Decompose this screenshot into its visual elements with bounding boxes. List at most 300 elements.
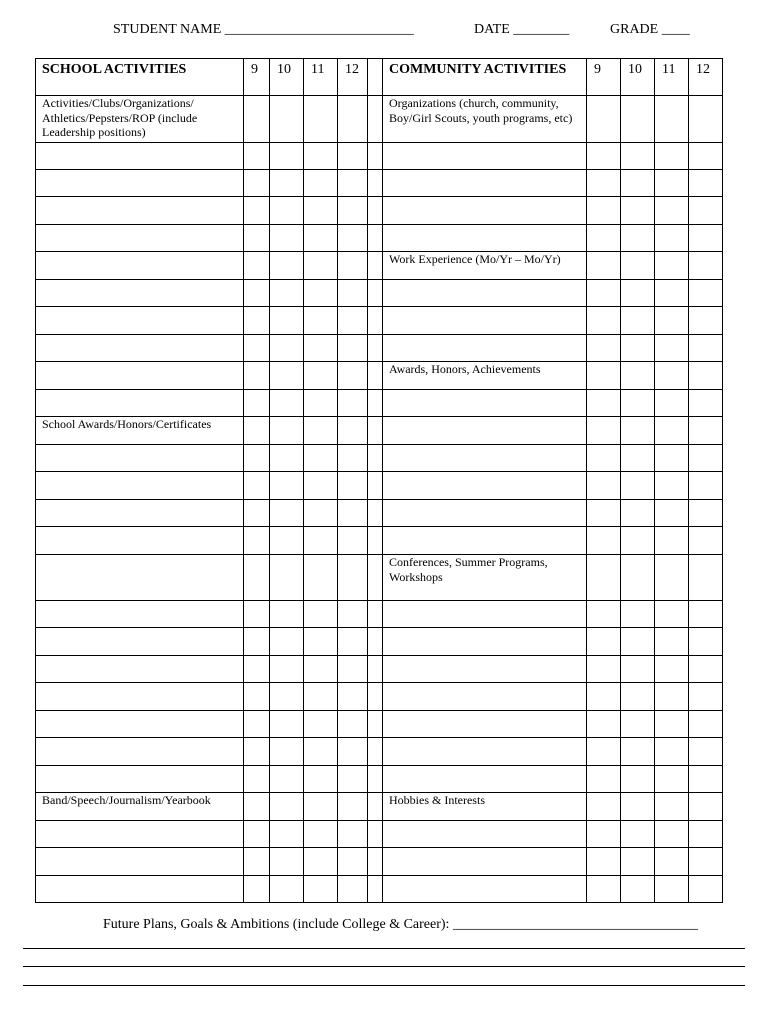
community-grade-11-cell[interactable] <box>655 601 689 628</box>
school-grade-9-cell[interactable] <box>244 793 270 821</box>
community-grade-11-cell[interactable] <box>655 197 689 225</box>
school-grade-12-cell[interactable] <box>338 555 368 601</box>
community-grade-12-cell[interactable] <box>689 197 723 225</box>
community-activity-cell[interactable] <box>383 766 587 793</box>
community-grade-11-cell[interactable] <box>655 417 689 445</box>
school-activity-cell[interactable] <box>36 197 244 225</box>
school-grade-10-cell[interactable] <box>270 500 304 527</box>
column-spacer <box>368 738 383 766</box>
community-grade-10-cell[interactable] <box>621 280 655 307</box>
school-grade-12-cell[interactable] <box>338 170 368 197</box>
school-activity-cell[interactable]: Activities/Clubs/Organizations/ Athletics/Pepsters/ROP (include Leadership positions) <box>36 96 244 143</box>
community-grade-11-cell[interactable] <box>655 527 689 555</box>
student-name-field[interactable]: STUDENT NAME ___________________________ <box>113 22 414 37</box>
community-grade-10-cell[interactable] <box>621 876 655 903</box>
community-grade-12-cell[interactable] <box>689 766 723 793</box>
community-grade-9-cell[interactable] <box>587 197 621 225</box>
school-grade-11-cell[interactable] <box>304 738 338 766</box>
school-activity-cell[interactable] <box>36 738 244 766</box>
school-grade-9-cell[interactable] <box>244 143 270 170</box>
school-grade-9-cell[interactable] <box>244 628 270 656</box>
community-activity-cell[interactable] <box>383 711 587 738</box>
community-grade-9-cell[interactable] <box>587 445 621 472</box>
school-grade-10-cell[interactable] <box>270 143 304 170</box>
community-activity-cell[interactable] <box>383 656 587 683</box>
school-grade-11-cell[interactable] <box>304 555 338 601</box>
community-grade-9-cell[interactable] <box>587 876 621 903</box>
school-grade-11-cell[interactable] <box>304 307 338 335</box>
community-grade-12-cell[interactable] <box>689 252 723 280</box>
community-grade-9-cell[interactable] <box>587 472 621 500</box>
community-grade-11-cell[interactable] <box>655 170 689 197</box>
school-activity-cell[interactable] <box>36 628 244 656</box>
school-grade-11-cell[interactable] <box>304 197 338 225</box>
school-grade-12-cell[interactable] <box>338 280 368 307</box>
school-grade-12-cell[interactable] <box>338 445 368 472</box>
community-grade-12-cell[interactable] <box>689 390 723 417</box>
school-grade-11-cell[interactable] <box>304 500 338 527</box>
school-grade-12-cell[interactable] <box>338 793 368 821</box>
column-spacer <box>368 390 383 417</box>
community-grade-10-cell[interactable] <box>621 472 655 500</box>
community-activity-cell[interactable] <box>383 876 587 903</box>
school-activity-cell[interactable] <box>36 362 244 390</box>
community-grade-10-cell[interactable] <box>621 821 655 848</box>
community-grade-12-cell[interactable] <box>689 555 723 601</box>
community-grade-12-cell[interactable] <box>689 656 723 683</box>
community-grade-10-cell[interactable] <box>621 500 655 527</box>
school-grade-9-cell[interactable] <box>244 848 270 876</box>
community-grade-10-cell[interactable] <box>621 197 655 225</box>
school-grade-11-cell[interactable] <box>304 335 338 362</box>
school-grade-11-cell[interactable] <box>304 628 338 656</box>
community-grade-11-cell[interactable] <box>655 848 689 876</box>
school-grade-9-cell[interactable] <box>244 335 270 362</box>
column-spacer <box>368 601 383 628</box>
school-grade-12-cell[interactable] <box>338 601 368 628</box>
school-year-12-header: 12 <box>338 59 368 96</box>
community-activity-cell[interactable]: Hobbies & Interests <box>383 793 587 821</box>
community-grade-12-cell[interactable] <box>689 628 723 656</box>
school-grade-11-cell[interactable] <box>304 170 338 197</box>
school-grade-10-cell[interactable] <box>270 445 304 472</box>
community-grade-12-cell[interactable] <box>689 876 723 903</box>
school-grade-10-cell[interactable] <box>270 96 304 143</box>
school-grade-10-cell[interactable] <box>270 417 304 445</box>
community-grade-9-cell[interactable] <box>587 601 621 628</box>
community-grade-12-cell[interactable] <box>689 307 723 335</box>
school-grade-9-cell[interactable] <box>244 766 270 793</box>
school-grade-9-cell[interactable] <box>244 170 270 197</box>
table-row <box>36 628 723 656</box>
school-grade-9-cell[interactable] <box>244 738 270 766</box>
school-grade-12-cell[interactable] <box>338 766 368 793</box>
community-grade-12-cell[interactable] <box>689 793 723 821</box>
community-grade-12-cell[interactable] <box>689 500 723 527</box>
school-grade-12-cell[interactable] <box>338 821 368 848</box>
community-grade-12-cell[interactable] <box>689 601 723 628</box>
community-grade-11-cell[interactable] <box>655 335 689 362</box>
school-grade-10-cell[interactable] <box>270 225 304 252</box>
date-field[interactable]: DATE ________ <box>474 22 570 37</box>
community-grade-12-cell[interactable] <box>689 335 723 362</box>
school-grade-10-cell[interactable] <box>270 711 304 738</box>
community-grade-10-cell[interactable] <box>621 793 655 821</box>
school-grade-9-cell[interactable] <box>244 527 270 555</box>
community-activity-cell[interactable] <box>383 197 587 225</box>
table-row <box>36 821 723 848</box>
community-grade-11-cell[interactable] <box>655 876 689 903</box>
community-grade-10-cell[interactable] <box>621 390 655 417</box>
grade-field[interactable]: GRADE ____ <box>610 22 690 37</box>
community-grade-12-cell[interactable] <box>689 848 723 876</box>
school-grade-11-cell[interactable] <box>304 417 338 445</box>
community-grade-9-cell[interactable] <box>587 793 621 821</box>
community-grade-10-cell[interactable] <box>621 252 655 280</box>
school-grade-10-cell[interactable] <box>270 197 304 225</box>
school-grade-10-cell[interactable] <box>270 170 304 197</box>
school-grade-12-cell[interactable] <box>338 500 368 527</box>
community-grade-10-cell[interactable] <box>621 683 655 711</box>
community-grade-9-cell[interactable] <box>587 555 621 601</box>
school-grade-9-cell[interactable] <box>244 821 270 848</box>
community-grade-10-cell[interactable] <box>621 445 655 472</box>
community-grade-9-cell[interactable] <box>587 738 621 766</box>
school-grade-10-cell[interactable] <box>270 656 304 683</box>
school-grade-9-cell[interactable] <box>244 96 270 143</box>
community-grade-10-cell[interactable] <box>621 628 655 656</box>
future-plans-line-1[interactable] <box>23 948 745 949</box>
school-activity-cell[interactable]: School Awards/Honors/Certificates <box>36 417 244 445</box>
community-grade-9-cell[interactable] <box>587 96 621 143</box>
school-grade-9-cell[interactable] <box>244 280 270 307</box>
community-grade-10-cell[interactable] <box>621 307 655 335</box>
community-activity-cell[interactable] <box>383 628 587 656</box>
school-activity-cell[interactable] <box>36 711 244 738</box>
community-activity-cell[interactable] <box>383 500 587 527</box>
school-grade-9-cell[interactable] <box>244 683 270 711</box>
school-grade-9-cell[interactable] <box>244 252 270 280</box>
community-grade-10-cell[interactable] <box>621 711 655 738</box>
community-grade-11-cell[interactable] <box>655 225 689 252</box>
community-grade-10-cell[interactable] <box>621 417 655 445</box>
community-grade-10-cell[interactable] <box>621 335 655 362</box>
school-grade-10-cell[interactable] <box>270 307 304 335</box>
future-plans-line-3[interactable] <box>23 985 745 986</box>
community-activity-cell[interactable] <box>383 417 587 445</box>
school-activity-cell[interactable] <box>36 307 244 335</box>
school-grade-11-cell[interactable] <box>304 527 338 555</box>
community-grade-12-cell[interactable] <box>689 417 723 445</box>
school-grade-10-cell[interactable] <box>270 683 304 711</box>
community-grade-12-cell[interactable] <box>689 821 723 848</box>
school-grade-9-cell[interactable] <box>244 656 270 683</box>
community-grade-10-cell[interactable] <box>621 656 655 683</box>
school-grade-11-cell[interactable] <box>304 601 338 628</box>
school-grade-11-cell[interactable] <box>304 445 338 472</box>
community-grade-9-cell[interactable] <box>587 417 621 445</box>
community-grade-11-cell[interactable] <box>655 821 689 848</box>
community-grade-10-cell[interactable] <box>621 170 655 197</box>
community-grade-10-cell[interactable] <box>621 143 655 170</box>
column-spacer <box>368 683 383 711</box>
school-activity-cell[interactable] <box>36 555 244 601</box>
school-grade-11-cell[interactable] <box>304 390 338 417</box>
school-grade-11-cell[interactable] <box>304 225 338 252</box>
school-grade-10-cell[interactable] <box>270 793 304 821</box>
school-grade-11-cell[interactable] <box>304 821 338 848</box>
school-grade-11-cell[interactable] <box>304 472 338 500</box>
community-grade-11-cell[interactable] <box>655 390 689 417</box>
community-grade-9-cell[interactable] <box>587 821 621 848</box>
community-activity-cell[interactable] <box>383 472 587 500</box>
community-grade-12-cell[interactable] <box>689 738 723 766</box>
community-year-11-header: 11 <box>655 59 689 96</box>
community-grade-11-cell[interactable] <box>655 280 689 307</box>
community-grade-9-cell[interactable] <box>587 527 621 555</box>
school-activity-cell[interactable] <box>36 280 244 307</box>
future-plans-label[interactable]: Future Plans, Goals & Ambitions (include College & Career): ___________________________________ <box>103 917 698 932</box>
school-grade-11-cell[interactable] <box>304 96 338 143</box>
school-grade-12-cell[interactable] <box>338 848 368 876</box>
school-grade-11-cell[interactable] <box>304 766 338 793</box>
school-grade-11-cell[interactable] <box>304 280 338 307</box>
school-grade-9-cell[interactable] <box>244 362 270 390</box>
community-grade-11-cell[interactable] <box>655 472 689 500</box>
school-grade-10-cell[interactable] <box>270 766 304 793</box>
table-row <box>36 362 723 390</box>
community-grade-9-cell[interactable] <box>587 656 621 683</box>
school-grade-11-cell[interactable] <box>304 848 338 876</box>
community-grade-9-cell[interactable] <box>587 711 621 738</box>
school-grade-10-cell[interactable] <box>270 362 304 390</box>
community-activity-cell[interactable] <box>383 280 587 307</box>
column-spacer <box>368 628 383 656</box>
community-grade-9-cell[interactable] <box>587 170 621 197</box>
school-grade-10-cell[interactable] <box>270 390 304 417</box>
school-grade-12-cell[interactable] <box>338 417 368 445</box>
school-activity-cell[interactable] <box>36 225 244 252</box>
table-row <box>36 335 723 362</box>
community-activity-cell[interactable]: Conferences, Summer Programs, Workshops <box>383 555 587 601</box>
future-plans-line-2[interactable] <box>23 966 745 967</box>
community-grade-10-cell[interactable] <box>621 527 655 555</box>
community-grade-11-cell[interactable] <box>655 656 689 683</box>
community-activity-cell[interactable]: Organizations (church, community, Boy/Girl Scouts, youth programs, etc) <box>383 96 587 143</box>
community-grade-10-cell[interactable] <box>621 362 655 390</box>
community-grade-11-cell[interactable] <box>655 555 689 601</box>
community-grade-12-cell[interactable] <box>689 170 723 197</box>
community-activity-cell[interactable] <box>383 143 587 170</box>
community-grade-11-cell[interactable] <box>655 96 689 143</box>
school-activity-cell[interactable] <box>36 170 244 197</box>
school-grade-11-cell[interactable] <box>304 683 338 711</box>
school-grade-12-cell[interactable] <box>338 738 368 766</box>
community-grade-11-cell[interactable] <box>655 445 689 472</box>
school-grade-9-cell[interactable] <box>244 601 270 628</box>
school-grade-10-cell[interactable] <box>270 876 304 903</box>
school-grade-12-cell[interactable] <box>338 143 368 170</box>
community-activity-cell[interactable] <box>383 527 587 555</box>
community-grade-9-cell[interactable] <box>587 628 621 656</box>
community-grade-12-cell[interactable] <box>689 472 723 500</box>
school-activity-cell[interactable] <box>36 848 244 876</box>
community-grade-12-cell[interactable] <box>689 96 723 143</box>
community-grade-12-cell[interactable] <box>689 143 723 170</box>
school-grade-9-cell[interactable] <box>244 876 270 903</box>
community-grade-11-cell[interactable] <box>655 252 689 280</box>
school-activity-cell[interactable] <box>36 390 244 417</box>
school-grade-12-cell[interactable] <box>338 362 368 390</box>
community-grade-12-cell[interactable] <box>689 711 723 738</box>
school-grade-12-cell[interactable] <box>338 656 368 683</box>
community-grade-12-cell[interactable] <box>689 280 723 307</box>
school-grade-12-cell[interactable] <box>338 628 368 656</box>
school-grade-12-cell[interactable] <box>338 876 368 903</box>
community-grade-11-cell[interactable] <box>655 500 689 527</box>
school-activity-cell[interactable] <box>36 656 244 683</box>
community-activity-cell[interactable] <box>383 307 587 335</box>
community-activity-cell[interactable] <box>383 335 587 362</box>
school-grade-9-cell[interactable] <box>244 472 270 500</box>
community-grade-10-cell[interactable] <box>621 601 655 628</box>
community-grade-11-cell[interactable] <box>655 362 689 390</box>
community-grade-9-cell[interactable] <box>587 362 621 390</box>
school-activity-cell[interactable] <box>36 683 244 711</box>
school-grade-9-cell[interactable] <box>244 417 270 445</box>
community-grade-11-cell[interactable] <box>655 711 689 738</box>
community-grade-11-cell[interactable] <box>655 793 689 821</box>
community-grade-12-cell[interactable] <box>689 225 723 252</box>
school-grade-10-cell[interactable] <box>270 601 304 628</box>
community-grade-12-cell[interactable] <box>689 362 723 390</box>
community-grade-12-cell[interactable] <box>689 445 723 472</box>
school-grade-10-cell[interactable] <box>270 628 304 656</box>
school-activity-cell[interactable] <box>36 472 244 500</box>
community-grade-9-cell[interactable] <box>587 280 621 307</box>
community-grade-9-cell[interactable] <box>587 143 621 170</box>
school-grade-10-cell[interactable] <box>270 335 304 362</box>
community-activity-cell[interactable] <box>383 683 587 711</box>
school-grade-12-cell[interactable] <box>338 683 368 711</box>
community-grade-10-cell[interactable] <box>621 766 655 793</box>
community-grade-10-cell[interactable] <box>621 555 655 601</box>
community-grade-10-cell[interactable] <box>621 738 655 766</box>
school-grade-12-cell[interactable] <box>338 711 368 738</box>
school-grade-12-cell[interactable] <box>338 197 368 225</box>
community-activity-cell[interactable] <box>383 170 587 197</box>
community-grade-11-cell[interactable] <box>655 738 689 766</box>
school-activity-cell[interactable] <box>36 527 244 555</box>
community-activity-cell[interactable] <box>383 738 587 766</box>
school-grade-11-cell[interactable] <box>304 656 338 683</box>
community-grade-9-cell[interactable] <box>587 225 621 252</box>
school-grade-9-cell[interactable] <box>244 555 270 601</box>
community-activity-cell[interactable] <box>383 445 587 472</box>
community-grade-9-cell[interactable] <box>587 307 621 335</box>
school-grade-9-cell[interactable] <box>244 197 270 225</box>
school-grade-11-cell[interactable] <box>304 362 338 390</box>
school-activity-cell[interactable] <box>36 252 244 280</box>
community-grade-9-cell[interactable] <box>587 766 621 793</box>
school-grade-9-cell[interactable] <box>244 500 270 527</box>
community-activity-cell[interactable] <box>383 601 587 628</box>
school-grade-11-cell[interactable] <box>304 252 338 280</box>
school-grade-10-cell[interactable] <box>270 821 304 848</box>
community-grade-10-cell[interactable] <box>621 96 655 143</box>
community-activity-cell[interactable]: Awards, Honors, Achievements <box>383 362 587 390</box>
school-grade-11-cell[interactable] <box>304 143 338 170</box>
school-grade-12-cell[interactable] <box>338 390 368 417</box>
school-grade-10-cell[interactable] <box>270 527 304 555</box>
school-activity-cell[interactable] <box>36 876 244 903</box>
school-grade-11-cell[interactable] <box>304 793 338 821</box>
community-activity-cell[interactable] <box>383 390 587 417</box>
community-grade-9-cell[interactable] <box>587 683 621 711</box>
column-spacer <box>368 821 383 848</box>
school-grade-12-cell[interactable] <box>338 225 368 252</box>
community-activity-cell[interactable] <box>383 225 587 252</box>
school-activity-cell[interactable] <box>36 335 244 362</box>
school-grade-11-cell[interactable] <box>304 711 338 738</box>
school-grade-9-cell[interactable] <box>244 711 270 738</box>
community-activity-cell[interactable] <box>383 848 587 876</box>
community-grade-11-cell[interactable] <box>655 307 689 335</box>
community-grade-9-cell[interactable] <box>587 500 621 527</box>
community-grade-10-cell[interactable] <box>621 225 655 252</box>
column-spacer <box>368 143 383 170</box>
school-activity-cell[interactable] <box>36 445 244 472</box>
school-grade-10-cell[interactable] <box>270 738 304 766</box>
school-grade-9-cell[interactable] <box>244 445 270 472</box>
school-grade-10-cell[interactable] <box>270 472 304 500</box>
school-grade-10-cell[interactable] <box>270 280 304 307</box>
community-grade-11-cell[interactable] <box>655 683 689 711</box>
community-grade-12-cell[interactable] <box>689 683 723 711</box>
school-grade-12-cell[interactable] <box>338 252 368 280</box>
community-grade-12-cell[interactable] <box>689 527 723 555</box>
school-grade-9-cell[interactable] <box>244 307 270 335</box>
school-grade-10-cell[interactable] <box>270 252 304 280</box>
school-activity-cell[interactable] <box>36 601 244 628</box>
community-grade-11-cell[interactable] <box>655 766 689 793</box>
school-activity-cell[interactable] <box>36 821 244 848</box>
school-grade-9-cell[interactable] <box>244 390 270 417</box>
school-grade-12-cell[interactable] <box>338 96 368 143</box>
school-grade-12-cell[interactable] <box>338 527 368 555</box>
school-activity-cell[interactable]: Band/Speech/Journalism/Yearbook <box>36 793 244 821</box>
community-activity-cell[interactable]: Work Experience (Mo/Yr – Mo/Yr) <box>383 252 587 280</box>
community-grade-11-cell[interactable] <box>655 628 689 656</box>
community-grade-9-cell[interactable] <box>587 848 621 876</box>
school-grade-10-cell[interactable] <box>270 848 304 876</box>
school-grade-12-cell[interactable] <box>338 307 368 335</box>
school-grade-9-cell[interactable] <box>244 225 270 252</box>
community-grade-11-cell[interactable] <box>655 143 689 170</box>
school-grade-11-cell[interactable] <box>304 876 338 903</box>
community-grade-9-cell[interactable] <box>587 335 621 362</box>
community-grade-9-cell[interactable] <box>587 390 621 417</box>
school-grade-12-cell[interactable] <box>338 335 368 362</box>
school-activity-cell[interactable] <box>36 500 244 527</box>
school-activity-cell[interactable] <box>36 143 244 170</box>
community-grade-10-cell[interactable] <box>621 848 655 876</box>
school-activity-cell[interactable] <box>36 766 244 793</box>
community-grade-9-cell[interactable] <box>587 252 621 280</box>
community-activity-cell[interactable] <box>383 821 587 848</box>
school-grade-12-cell[interactable] <box>338 472 368 500</box>
school-grade-10-cell[interactable] <box>270 555 304 601</box>
